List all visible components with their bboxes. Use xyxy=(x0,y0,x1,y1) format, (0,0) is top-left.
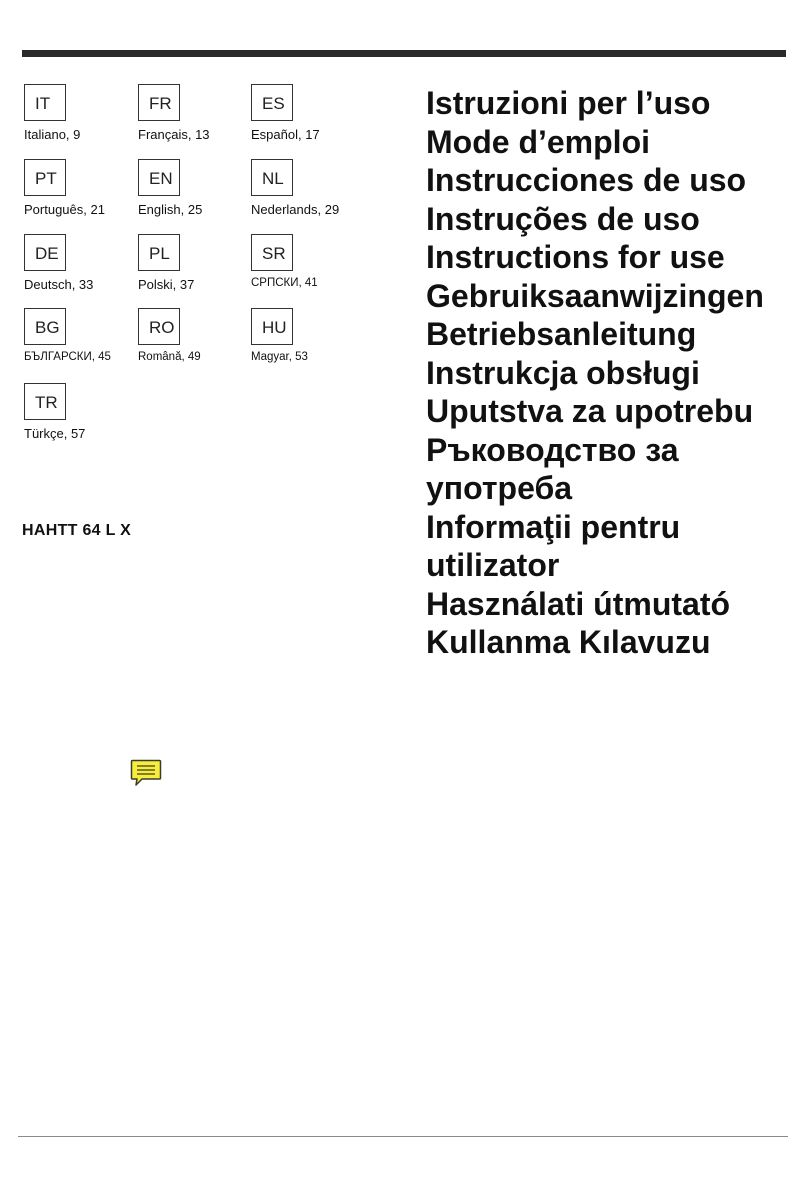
language-label: Français, 13 xyxy=(138,127,210,142)
language-code-box[interactable]: PL xyxy=(138,234,180,271)
language-item-en[interactable] xyxy=(138,159,248,229)
language-label: Română, 49 xyxy=(138,351,201,363)
title-bg: Ръководство за употреба xyxy=(426,431,679,506)
language-label: Español, 17 xyxy=(251,127,320,142)
language-code-box[interactable]: ES xyxy=(251,84,293,121)
title-sr: Uputstva za upotrebu xyxy=(426,393,754,429)
language-item-nl[interactable] xyxy=(251,159,361,229)
language-label: Türkçe, 57 xyxy=(24,426,86,441)
comment-note-icon-svg xyxy=(130,759,162,787)
language-code-box[interactable]: FR xyxy=(138,84,180,121)
language-item-pl[interactable] xyxy=(138,234,248,304)
language-item-pt[interactable] xyxy=(24,159,134,229)
title-en: Instructions for use xyxy=(426,239,725,275)
title-de: Betriebsanleitung xyxy=(426,316,697,352)
bottom-rule xyxy=(18,1136,788,1137)
language-label: Deutsch, 33 xyxy=(24,277,94,292)
language-code-box[interactable]: NL xyxy=(251,159,293,196)
manual-titles xyxy=(426,84,796,662)
title-it: Istruzioni per l’uso xyxy=(426,85,711,121)
language-item-it[interactable] xyxy=(24,84,134,154)
title-tr: Kullanma Kılavuzu xyxy=(426,624,711,660)
title-pl: Instrukcja obsługi xyxy=(426,354,700,391)
title-nl: Gebruiksaanwijzingen xyxy=(426,277,764,314)
language-item-sr[interactable] xyxy=(251,234,361,304)
language-code-box[interactable]: RO xyxy=(138,308,180,345)
language-label: Português, 21 xyxy=(24,202,105,217)
title-es: Instrucciones de uso xyxy=(426,162,747,198)
model-number: HAHTT 64 L X xyxy=(22,522,132,539)
language-item-ro[interactable] xyxy=(138,308,248,378)
title-fr: Mode d’emploi xyxy=(426,123,650,160)
language-label: СРПСКИ, 41 xyxy=(251,277,318,289)
language-label: Polski, 37 xyxy=(138,277,195,292)
language-item-tr[interactable] xyxy=(24,383,134,453)
language-code-box[interactable]: DE xyxy=(24,234,66,271)
language-label: БЪЛГАРСКИ, 45 xyxy=(24,351,111,363)
language-code-box[interactable]: SR xyxy=(251,234,293,271)
language-item-bg[interactable] xyxy=(24,308,134,378)
language-item-es[interactable] xyxy=(251,84,361,154)
language-label: English, 25 xyxy=(138,202,203,217)
language-item-fr[interactable] xyxy=(138,84,248,154)
language-code-box[interactable]: EN xyxy=(138,159,180,196)
language-code-box[interactable]: BG xyxy=(24,308,66,345)
language-item-hu[interactable] xyxy=(251,308,361,378)
language-label: Italiano, 9 xyxy=(24,127,81,142)
language-code-box[interactable]: TR xyxy=(24,383,66,420)
title-pt: Instruções de uso xyxy=(426,200,700,237)
language-code-box[interactable]: HU xyxy=(251,308,293,345)
language-code-box[interactable]: PT xyxy=(24,159,66,196)
title-hu: Használati útmutató xyxy=(426,585,731,622)
top-rule xyxy=(22,50,786,57)
language-code-box[interactable]: IT xyxy=(24,84,66,121)
title-ro: Informaţii pentru utilizator xyxy=(426,508,681,583)
language-label: Magyar, 53 xyxy=(251,351,308,363)
language-item-de[interactable] xyxy=(24,234,134,304)
comment-note-icon[interactable] xyxy=(130,759,162,787)
language-label: Nederlands, 29 xyxy=(251,202,340,217)
